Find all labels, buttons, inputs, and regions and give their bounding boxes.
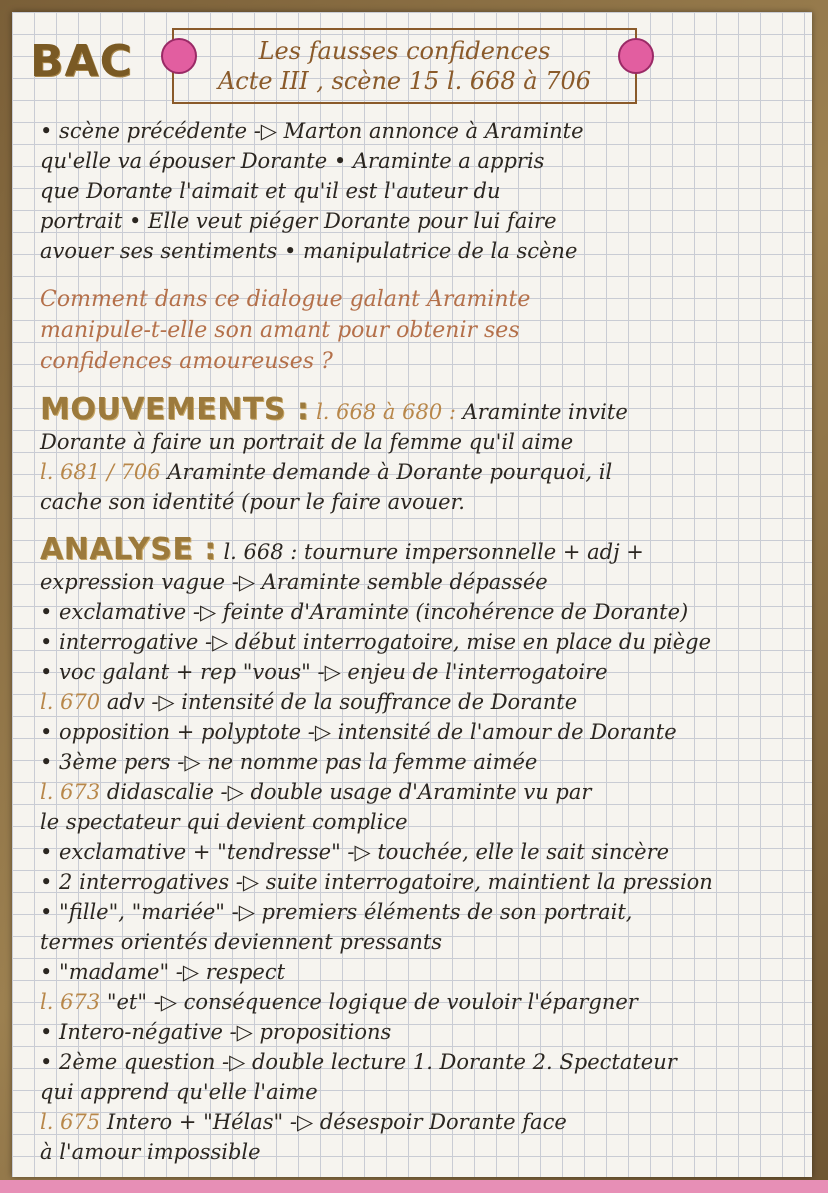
pink-strip bbox=[0, 1180, 828, 1193]
title-line-2: Acte III , scène 15 l. 668 à 706 bbox=[217, 67, 592, 95]
analyse-text: • 2 interrogatives -▷ suite interrogatoire, maintient la pression bbox=[40, 870, 713, 894]
mouvements-line bbox=[40, 457, 800, 487]
intro-line: avouer ses sentiments • manipulatrice de la scène bbox=[40, 239, 578, 263]
title-box bbox=[172, 28, 637, 104]
mouvements-text: Araminte demande à Dorante pourquoi, il bbox=[160, 460, 613, 484]
title-line-1: Les fausses confidences bbox=[258, 37, 551, 65]
analyse-line bbox=[40, 807, 800, 837]
analyse-line bbox=[40, 867, 800, 897]
intro-line: que Dorante l'aimait et qu'il est l'auteur du bbox=[40, 179, 501, 203]
analyse-line bbox=[40, 597, 800, 627]
line-ref: l. 668 à 680 : bbox=[316, 400, 456, 424]
analyse-text: • Intero-négative -▷ propositions bbox=[40, 1020, 392, 1044]
analyse-text: le spectateur qui devient complice bbox=[40, 810, 408, 834]
analyse-line bbox=[40, 957, 800, 987]
left-pin-icon bbox=[161, 38, 197, 74]
analyse-line bbox=[40, 777, 800, 807]
analyse-text: • "madame" -▷ respect bbox=[40, 960, 286, 984]
mouvements-line: cache son identité (pour le faire avouer. bbox=[40, 490, 465, 514]
analyse-text: l. 668 : tournure impersonnelle + adj + bbox=[223, 540, 644, 564]
problematic-line: Comment dans ce dialogue galant Araminte bbox=[40, 287, 531, 312]
analyse-text: • 3ème pers -▷ ne nomme pas la femme aimée bbox=[40, 750, 538, 774]
analyse-text: • exclamative + "tendresse" -▷ touchée, elle le sait sincère bbox=[40, 840, 670, 864]
analyse-line bbox=[40, 717, 800, 747]
note-content bbox=[40, 116, 800, 1167]
analyse-line bbox=[40, 1137, 800, 1167]
analyse-line bbox=[40, 927, 800, 957]
analyse-line bbox=[40, 687, 800, 717]
intro-line: portrait • Elle veut piéger Dorante pour lui faire bbox=[40, 209, 557, 233]
analyse-text: à l'amour impossible bbox=[40, 1140, 261, 1164]
analyse-text: • opposition + polyptote -▷ intensité de l'amour de Dorante bbox=[40, 720, 677, 744]
line-ref: l. 675 bbox=[40, 1110, 101, 1134]
analyse-text: termes orientés deviennent pressants bbox=[40, 930, 443, 954]
analyse-line bbox=[40, 987, 800, 1017]
problematic-line: manipule-t-elle son amant pour obtenir ses bbox=[40, 318, 520, 343]
intro-line: qu'elle va épouser Dorante • Araminte a appris bbox=[40, 149, 545, 173]
intro-line: • scène précédente -▷ Marton annonce à Araminte bbox=[40, 119, 584, 143]
analyse-line bbox=[40, 1017, 800, 1047]
analyse-list bbox=[40, 567, 800, 1167]
analyse-text: • voc galant + rep "vous" -▷ enjeu de l'interrogatoire bbox=[40, 660, 608, 684]
analyse-line bbox=[40, 657, 800, 687]
bac-badge: BAC bbox=[30, 36, 133, 87]
analyse-text: didascalie -▷ double usage d'Araminte vu par bbox=[100, 780, 592, 804]
analyse-text: • interrogative -▷ début interrogatoire, mise en place du piège bbox=[40, 630, 712, 654]
analyse-text: expression vague -▷ Araminte semble dépassée bbox=[40, 570, 548, 594]
analyse-line bbox=[40, 1047, 800, 1077]
analyse-text: "et" -▷ conséquence logique de vouloir l'épargner bbox=[100, 990, 638, 1014]
analyse-line bbox=[40, 1077, 800, 1107]
analyse-text: Intero + "Hélas" -▷ désespoir Dorante face bbox=[100, 1110, 567, 1134]
mouvements-line bbox=[40, 392, 800, 427]
analyse-line bbox=[40, 837, 800, 867]
analyse-text: • 2ème question -▷ double lecture 1. Dorante 2. Spectateur bbox=[40, 1050, 677, 1074]
analyse-line bbox=[40, 532, 800, 567]
problematic-line: confidences amoureuses ? bbox=[40, 349, 333, 374]
analyse-line bbox=[40, 1107, 800, 1137]
analyse-text: • exclamative -▷ feinte d'Araminte (incohérence de Dorante) bbox=[40, 600, 689, 624]
mouvements-text: Araminte invite bbox=[462, 400, 628, 424]
analyse-line bbox=[40, 627, 800, 657]
analyse-text: qui apprend qu'elle l'aime bbox=[40, 1080, 318, 1104]
analyse-line bbox=[40, 897, 800, 927]
analyse-line bbox=[40, 747, 800, 777]
analyse-line bbox=[40, 567, 800, 597]
analyse-text: adv -▷ intensité de la souffrance de Dorante bbox=[100, 690, 578, 714]
line-ref: l. 673 bbox=[40, 780, 101, 804]
analyse-text: • "fille", "mariée" -▷ premiers éléments de son portrait, bbox=[40, 900, 633, 924]
analyse-heading: ANALYSE : bbox=[40, 532, 217, 567]
line-ref: l. 673 bbox=[40, 990, 101, 1014]
mouvements-line: Dorante à faire un portrait de la femme qu'il aime bbox=[40, 430, 574, 454]
right-pin-icon bbox=[618, 38, 654, 74]
line-ref: l. 670 bbox=[40, 690, 101, 714]
line-ref: l. 681 / 706 bbox=[40, 460, 161, 484]
mouvements-heading: MOUVEMENTS : bbox=[40, 392, 310, 427]
